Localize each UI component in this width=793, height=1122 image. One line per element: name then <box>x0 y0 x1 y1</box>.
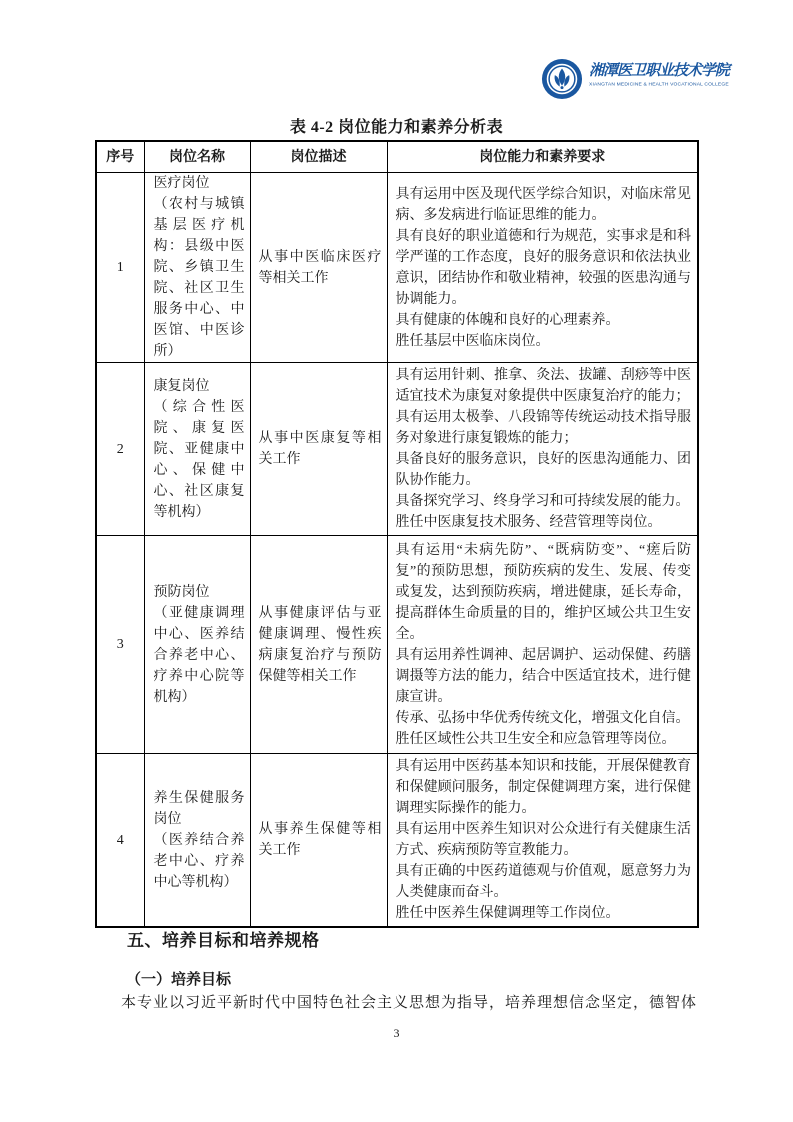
position-name-line: 预防岗位 <box>153 584 210 600</box>
table-row <box>96 754 698 928</box>
cell-position-desc: 从事健康评估与亚健康调理、慢性疾病康复治疗与预防保健等相关工作 <box>250 536 387 754</box>
requirement-item: 具有运用“未病先防”、“既病防变”、“瘥后防复”的预防思想，预防疾病的发生、发展、传变或复发，达到预防疾病，增进健康，延长寿命，提高群体生命质量的目的，维护区域公共卫生安全。 <box>395 542 691 642</box>
cell-position-name <box>144 173 250 363</box>
table-row <box>96 363 698 536</box>
table-body <box>96 173 698 928</box>
cell-position-name <box>144 536 250 754</box>
requirement-item: 具有健康的体魄和良好的心理素养。 <box>395 312 620 328</box>
requirement-item: 具有运用中医及现代医学综合知识，对临床常见病、多发病进行临证思维的能力。 <box>395 186 691 223</box>
college-name-cn: 湘潭医卫职业技术学院 <box>589 63 730 79</box>
requirement-item: 具有正确的中医药道德观与价值观，愿意努力为人类健康而奋斗。 <box>395 864 691 900</box>
subsection-heading: （一）培养目标 <box>126 971 232 988</box>
cell-position-name <box>144 363 250 536</box>
position-name-line: 养生保健服务岗位 <box>153 790 245 827</box>
college-seal-icon <box>541 58 583 100</box>
page-number: 3 <box>393 1026 400 1040</box>
cell-requirements <box>387 173 698 363</box>
cell-row-number: 2 <box>96 363 144 536</box>
position-name-line: 医疗岗位 <box>153 176 210 191</box>
cell-requirements <box>387 754 698 928</box>
header-position-name: 岗位名称 <box>144 141 250 173</box>
section-heading: 五、培养目标和培养规格 <box>127 931 320 950</box>
cell-position-name <box>144 754 250 928</box>
cell-position-desc: 从事中医临床医疗等相关工作 <box>250 173 387 363</box>
cell-requirements <box>387 536 698 754</box>
requirement-item: 具有良好的职业道德和行为规范，实事求是和科学严谨的工作态度，良好的服务意识和依法执业意识，团结协作和敬业精神，较强的医患沟通与协调能力。 <box>395 228 691 307</box>
cell-position-desc: 从事中医康复等相关工作 <box>250 363 387 536</box>
position-name-line: （农村与城镇基层医疗机构：县级中医院、乡镇卫生院、社区卫生服务中心、中医馆、中医诊所） <box>153 197 245 359</box>
requirement-item: 胜任基层中医临床岗位。 <box>395 333 550 349</box>
position-name-line: 康复岗位 <box>153 378 210 394</box>
requirement-item: 具备探究学习、终身学习和可持续发展的能力。 <box>395 494 690 509</box>
table-row <box>96 536 698 754</box>
position-name-line: （亚健康调理中心、医养结合养老中心、疗养中心院等机构） <box>153 605 245 705</box>
requirement-item: 具有运用养性调神、起居调护、运动保健、药膳调摄等方法的能力，结合中医适宜技术，进行健康宣讲。 <box>395 647 691 705</box>
header-no: 序号 <box>96 141 144 173</box>
college-logo <box>541 58 759 100</box>
college-logo-text <box>589 58 759 88</box>
table-row <box>96 173 698 363</box>
requirement-item: 胜任区域性公共卫生安全和应急管理等岗位。 <box>395 731 676 747</box>
requirement-item: 具有运用中医养生知识对公众进行有关健康生活方式、疾病预防等宣教能力。 <box>395 822 691 858</box>
table-header-row <box>96 141 698 173</box>
cell-row-number: 1 <box>96 173 144 363</box>
cell-row-number: 4 <box>96 754 144 928</box>
requirement-item: 具有运用太极拳、八段锦等传统运动技术指导服务对象进行康复锻炼的能力； <box>395 410 691 446</box>
cell-row-number: 3 <box>96 536 144 754</box>
body-paragraph: 本专业以习近平新时代中国特色社会主义思想为指导，培养理想信念坚定，德智体 <box>121 995 698 1011</box>
requirement-item: 具备良好的服务意识，良好的医患沟通能力、团队协作能力。 <box>395 452 691 488</box>
requirement-item: 具有运用针刺、推拿、灸法、拔罐、刮痧等中医适宜技术为康复对象提供中医康复治疗的能力； <box>395 368 691 404</box>
header-requirements: 岗位能力和素养要求 <box>387 141 698 173</box>
college-name-en: XIANGTAN MEDICINE & HEALTH VOCATIONAL COLLEGE <box>589 81 729 87</box>
requirement-item: 胜任中医养生保健调理等工作岗位。 <box>395 906 620 921</box>
position-name-line: （医养结合养老中心、疗养中心等机构） <box>153 832 245 890</box>
requirement-item: 传承、弘扬中华优秀传统文化，增强文化自信。 <box>395 710 690 726</box>
position-analysis-table <box>95 140 699 928</box>
table-title: 表 4-2 岗位能力和素养分析表 <box>289 119 504 136</box>
header-position-desc: 岗位描述 <box>250 141 387 173</box>
cell-position-desc: 从事养生保健等相关工作 <box>250 754 387 928</box>
position-name-line: （综合性医院、康复医院、亚健康中心、保健中心、社区康复等机构） <box>153 399 245 520</box>
requirement-item: 具有运用中医药基本知识和技能，开展保健教育和保健顾问服务，制定保健调理方案，进行保健调理实际操作的能力。 <box>395 759 691 816</box>
requirement-item: 胜任中医康复技术服务、经营管理等岗位。 <box>395 515 662 530</box>
cell-requirements <box>387 363 698 536</box>
